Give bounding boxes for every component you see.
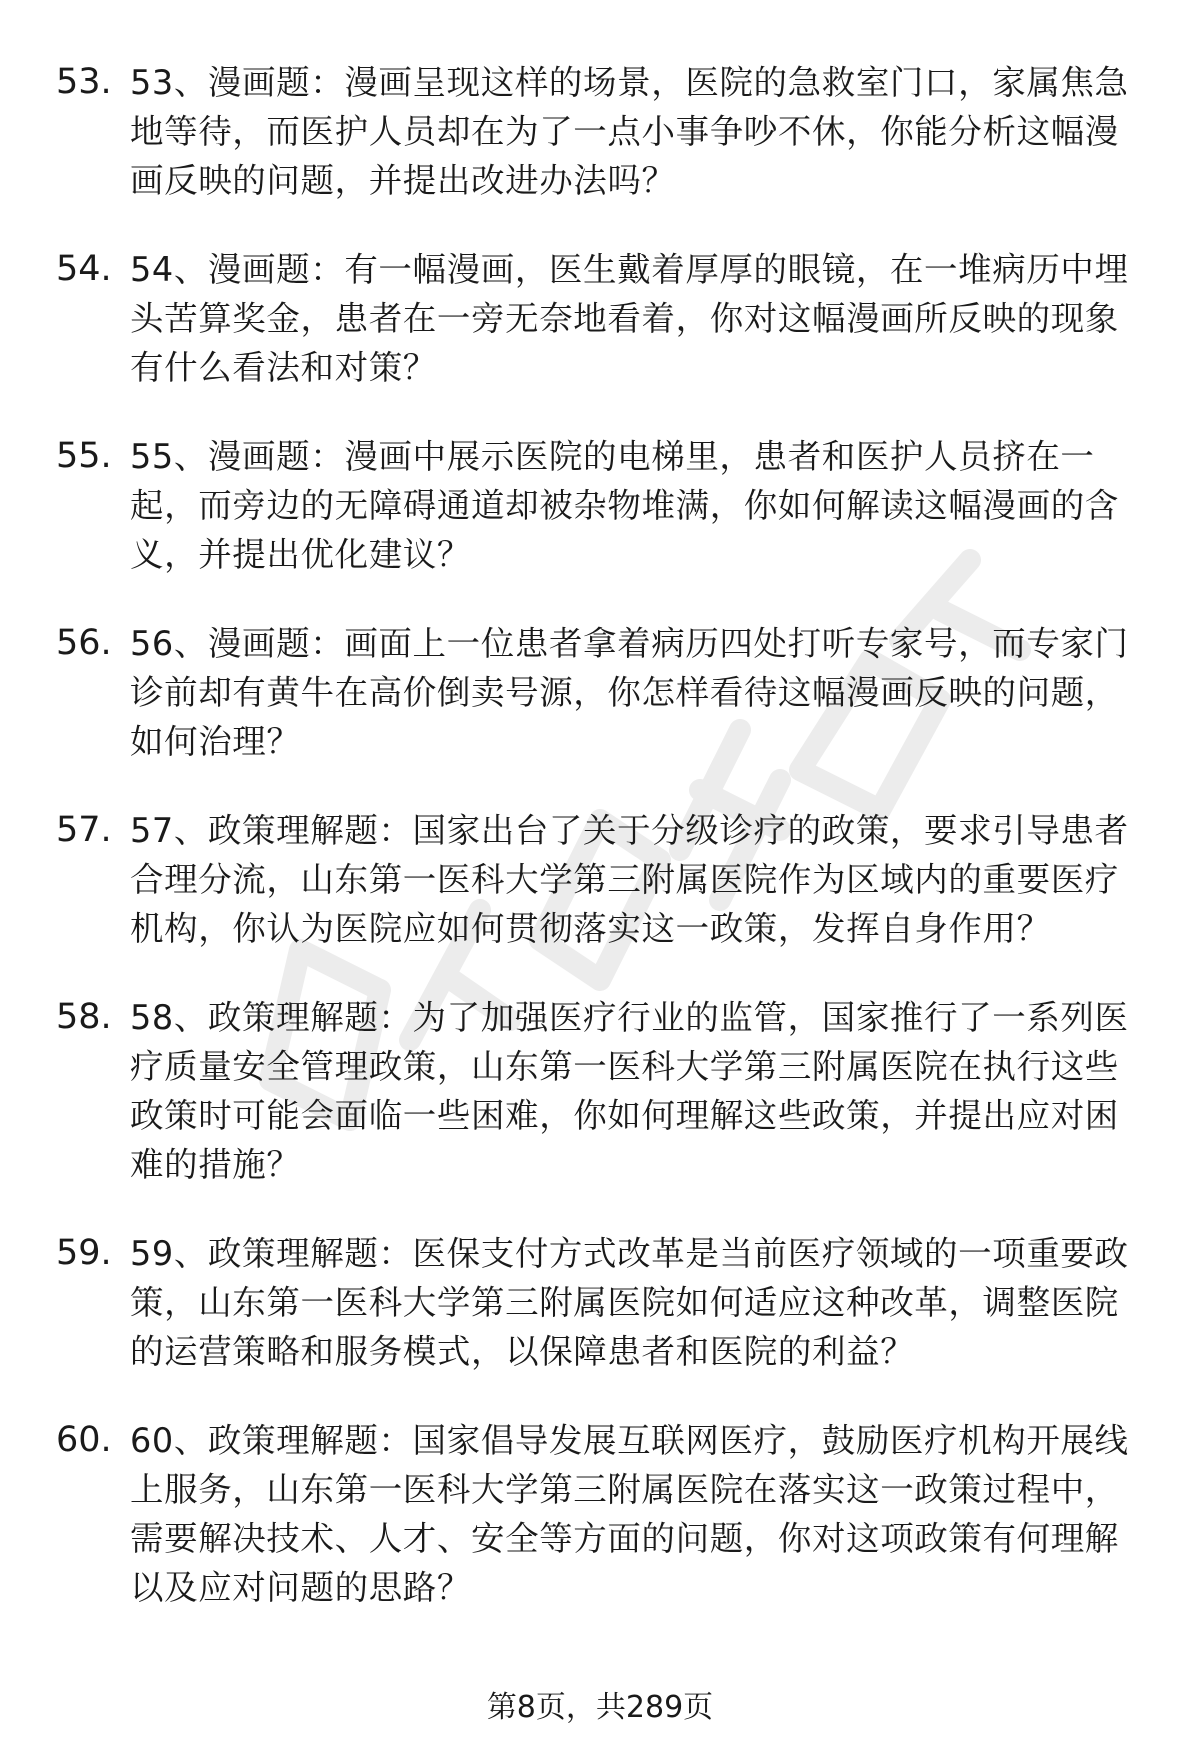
question-number: 55.: [56, 436, 112, 476]
question-text: 55、漫画题：漫画中展示医院的电梯里，患者和医护人员挤在一起，而旁边的无障碍通道却被杂物堆满，你如何解读这幅漫画的含义，并提出优化建议？: [130, 437, 1119, 574]
question-number: 56.: [56, 623, 112, 663]
page-number-label: 第8页，共289页: [486, 1690, 714, 1725]
question-item: [56, 1416, 1156, 1612]
question-item: [56, 58, 1156, 205]
page-footer: [0, 1688, 1200, 1728]
question-number: 54.: [56, 249, 112, 289]
question-item: [56, 245, 1156, 392]
question-text: 53、漫画题：漫画呈现这样的场景，医院的急救室门口，家属焦急地等待，而医护人员却在为了一点小事争吵不休，你能分析这幅漫画反映的问题，并提出改进办法吗？: [130, 63, 1129, 200]
question-text: 59、政策理解题：医保支付方式改革是当前医疗领域的一项重要政策，山东第一医科大学第三附属医院如何适应这种改革，调整医院的运营策略和服务模式，以保障患者和医院的利益？: [130, 1234, 1129, 1371]
question-text: 56、漫画题：画面上一位患者拿着病历四处打听专家号，而专家门诊前却有黄牛在高价倒卖号源，你怎样看待这幅漫画反映的问题，如何治理？: [130, 624, 1129, 761]
question-list: [56, 58, 1156, 1652]
question-item: [56, 619, 1156, 766]
question-item: [56, 1229, 1156, 1376]
question-item: [56, 993, 1156, 1189]
question-number: 57.: [56, 810, 112, 850]
question-text: 60、政策理解题：国家倡导发展互联网医疗，鼓励医疗机构开展线上服务，山东第一医科大学第三附属医院在落实这一政策过程中，需要解决技术、人才、安全等方面的问题，你对这项政策有何理解以及应对问题的思路？: [130, 1421, 1129, 1607]
question-item: [56, 806, 1156, 953]
question-number: 53.: [56, 62, 112, 102]
question-text: 58、政策理解题：为了加强医疗行业的监管，国家推行了一系列医疗质量安全管理政策，山东第一医科大学第三附属医院在执行这些政策时可能会面临一些困难，你如何理解这些政策，并提出应对困难的措施？: [130, 998, 1129, 1184]
question-text: 57、政策理解题：国家出台了关于分级诊疗的政策，要求引导患者合理分流，山东第一医科大学第三附属医院作为区域内的重要医疗机构，你认为医院应如何贯彻落实这一政策，发挥自身作用？: [130, 811, 1129, 948]
question-number: 60.: [56, 1420, 112, 1460]
question-item: [56, 432, 1156, 579]
question-text: 54、漫画题：有一幅漫画，医生戴着厚厚的眼镜，在一堆病历中埋头苦算奖金，患者在一旁无奈地看着，你对这幅漫画所反映的现象有什么看法和对策？: [130, 250, 1129, 387]
question-number: 59.: [56, 1233, 112, 1273]
question-number: 58.: [56, 997, 112, 1037]
